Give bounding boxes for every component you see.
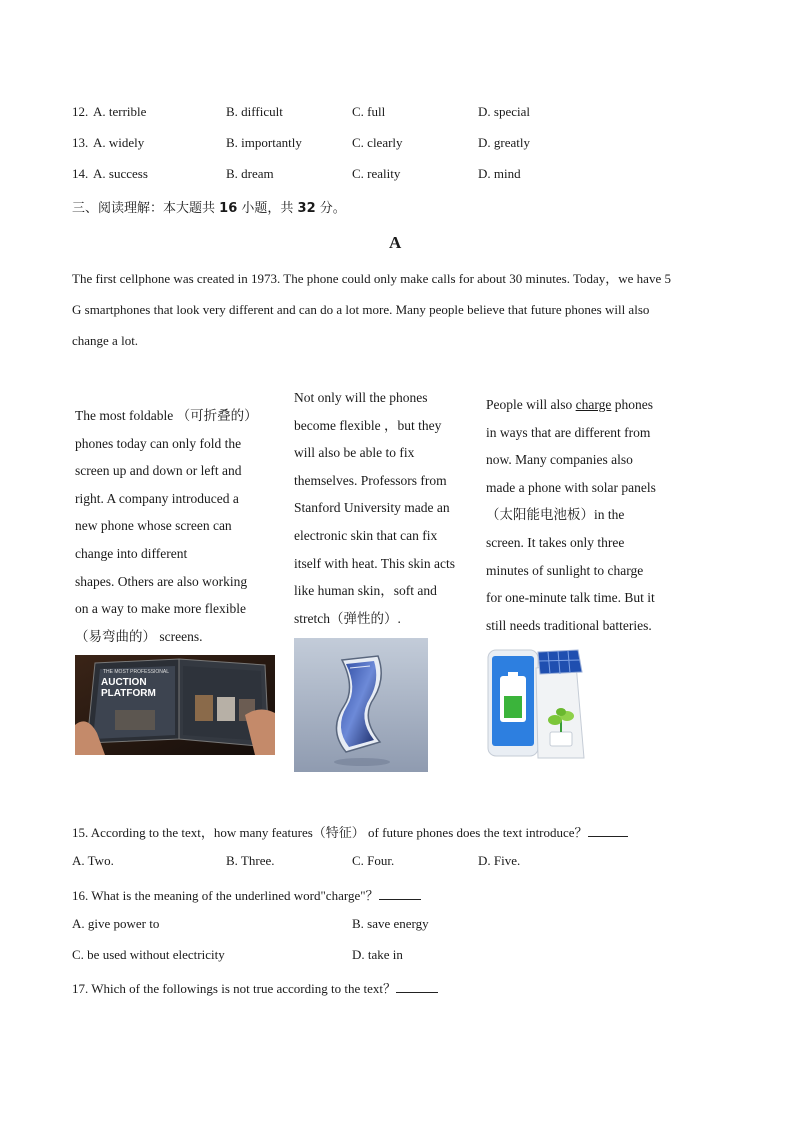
col3-line: screen. It takes only three: [486, 534, 625, 550]
image-caption-line: THE MOST PROFESSIONAL: [103, 669, 170, 675]
q15-option-c: C. Four.: [352, 853, 395, 868]
section-heading-part: 分。: [319, 201, 346, 216]
answer-blank[interactable]: [379, 889, 421, 900]
intro-paragraph: [72, 263, 722, 356]
q14-option-d: D. mind: [478, 166, 521, 181]
question-15: [72, 822, 628, 841]
image-caption-line: AUCTION: [101, 677, 147, 688]
foldable-phone-image: [75, 655, 275, 755]
intro-line: The first cellphone was created in 1973. The phone could only make calls for about 30 minutes. Today，we have 5: [72, 271, 671, 286]
section-score: 32: [297, 201, 316, 216]
col2-line: stretch（弹性的）.: [294, 610, 401, 626]
col3-line: [486, 391, 684, 419]
q17-stem: 17. Which of the followings is not true according to the text？: [72, 981, 396, 996]
q14-option-c: C. reality: [352, 166, 401, 181]
q12-option-a: A. terrible: [93, 104, 147, 119]
col2-line: like human skin，soft and: [294, 583, 437, 599]
col1-line: screen up and down or left and: [75, 463, 242, 479]
col1-line: change into different: [75, 545, 188, 561]
col2-line: electronic skin that can fix: [294, 527, 438, 543]
q16-stem: 16. What is the meaning of the underlined word"charge"？: [72, 888, 379, 903]
section-heading-part: 三、阅读理解：本大题共: [72, 201, 216, 216]
section-question-count: 16: [219, 201, 238, 216]
passage-title: A: [389, 233, 402, 252]
q13-option-a: A. widely: [93, 135, 145, 150]
q12-number: 12.: [72, 104, 89, 119]
q13-option-c: C. clearly: [352, 135, 403, 150]
col1-line: （易弯曲的） screens.: [75, 628, 203, 644]
q13-option-d: D. greatly: [478, 135, 530, 150]
q16-option-c: C. be used without electricity: [72, 947, 225, 962]
col3-line: now. Many companies also: [486, 452, 633, 468]
answer-blank[interactable]: [588, 826, 628, 837]
section-heading: [72, 197, 346, 216]
column-solar-charge: [486, 391, 684, 639]
q15-stem: 15. According to the text，how many features（特征） of future phones does the text introduce？: [72, 825, 588, 840]
col3-line: （太阳能电池板）in the: [486, 507, 625, 523]
flexible-phone-image: [294, 638, 428, 772]
col3-line: for one-minute talk time. But it: [486, 590, 655, 606]
col2-line: itself with heat. This skin acts: [294, 555, 455, 571]
col3-line: still needs traditional batteries.: [486, 617, 652, 633]
col2-line: Stanford University made an: [294, 500, 450, 516]
col1-line: phones today can only fold the: [75, 435, 242, 451]
q16-option-a: A. give power to: [72, 916, 160, 931]
q16-option-d: D. take in: [352, 947, 403, 962]
col2-line: Not only will the phones: [294, 390, 428, 405]
q12-option-d: D. special: [478, 104, 530, 119]
q15-option-d: D. Five.: [478, 853, 521, 868]
col1-line: on a way to make more flexible: [75, 601, 246, 617]
q13-option-b: B. importantly: [226, 135, 302, 150]
col1-line: new phone whose screen can: [75, 518, 232, 534]
answer-blank[interactable]: [396, 982, 438, 993]
q14-option-b: B. dream: [226, 166, 274, 181]
col2-line: become flexible ，but they: [294, 417, 442, 433]
q12-option-b: B. difficult: [226, 104, 283, 119]
col1-line: The most foldable （可折叠的）: [75, 408, 258, 423]
col3-line: made a phone with solar panels: [486, 479, 656, 495]
col3-text: phones: [611, 397, 653, 412]
q14-number: 14.: [72, 166, 89, 181]
image-caption-line: PLATFORM: [101, 688, 156, 699]
question-16: [72, 885, 421, 904]
underlined-word-charge: charge: [575, 397, 612, 412]
column-self-repair: [294, 384, 482, 632]
q14-option-a: A. success: [93, 166, 148, 181]
q13-number: 13.: [72, 135, 89, 150]
q15-option-b: B. Three.: [226, 853, 275, 868]
col2-line: will also be able to fix: [294, 445, 415, 461]
column-foldable: [75, 402, 273, 650]
intro-line: change a lot.: [72, 333, 139, 348]
solar-charger-illustration: [486, 646, 588, 764]
question-17: [72, 978, 438, 997]
q12-option-c: C. full: [352, 104, 386, 119]
intro-line: G smartphones that look very different and can do a lot more. Many people believe that future phones will also: [72, 302, 650, 317]
col2-line: themselves. Professors from: [294, 472, 447, 488]
col3-line: in ways that are different from: [486, 424, 651, 440]
col1-line: shapes. Others are also working: [75, 573, 248, 589]
section-heading-part: 小题，共: [241, 201, 294, 216]
q16-option-b: B. save energy: [352, 916, 429, 931]
col3-line: minutes of sunlight to charge: [486, 562, 644, 578]
solar-charger-image: [486, 646, 588, 764]
col1-line: right. A company introduced a: [75, 490, 239, 506]
flexible-phone-illustration: [294, 638, 428, 772]
col3-text: People will also: [486, 397, 576, 412]
q15-option-a: A. Two.: [72, 853, 114, 868]
